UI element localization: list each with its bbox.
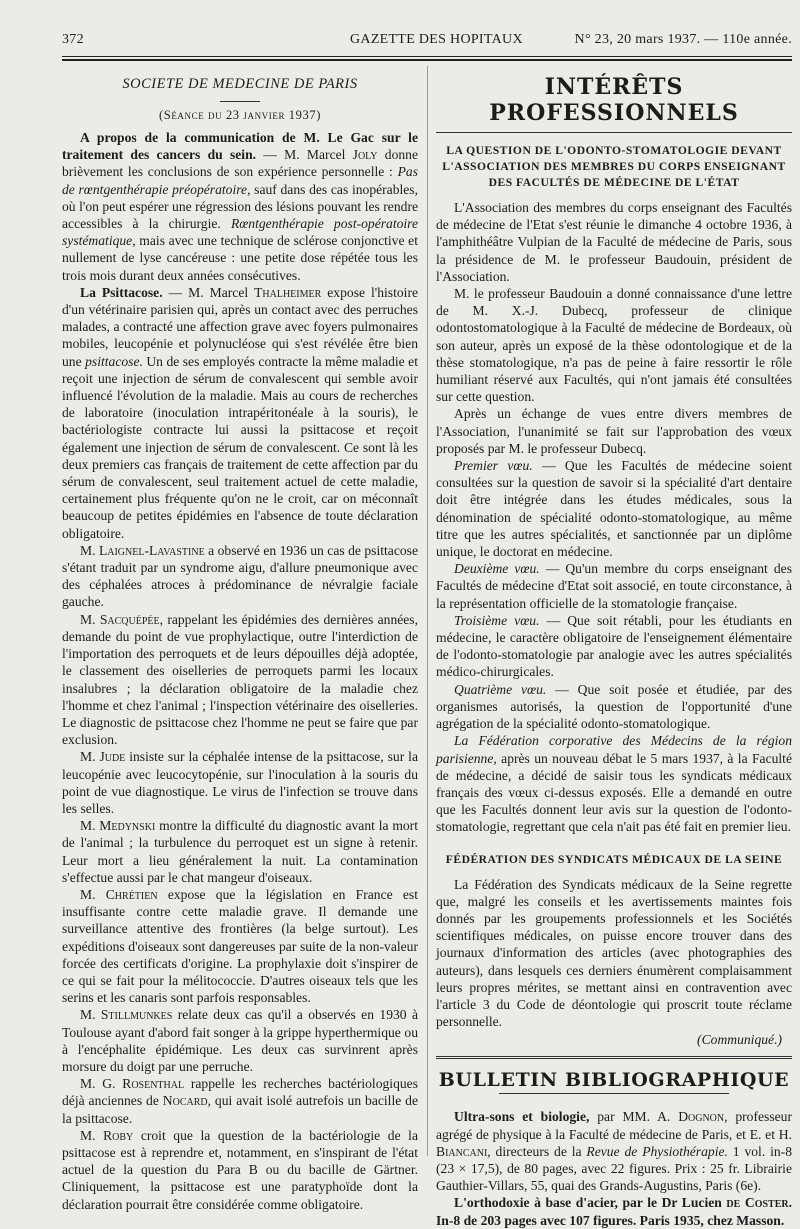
paragraph-joly: A propos de la communication de M. Le Gac sur le traitement des cancers du sein. — M. Marcel Joly donne brièvement les conclusions de son expérience personnelle : Pas de rœntgenthérapie préopératoire, sauf dans des cas inopérables, où l'on peut espérer une régression des lésions pouvant les rendre accessibles à la chirurgie. Rœntgenthérapie post-opératoire systématique, mais avec une technique de sclérose conjonctive et nullement de lyse cancéreuse : une petite dose répétée tous les trois mois durant deux années consécutives. [62,130,419,283]
paragraph-sacquepee: M. Sacquépée, rappelant les épidémies des dernières années, demande du point de vue prophylactique, outre l'interdiction de l'importation des perroquets et de leurs dépouilles déjà adoptée, le classement des oiselleries de perroquets parmi les locaux insalubres ; la déclaration obligatoire de la maladie chez l'homme et chez l'animal ; l'inspection vétérinaire des oiselleries. Le diagnostic de psittacose chez l'homme ne peut se faire que par exclusion. [62,611,418,748]
paragraph: La Fédération des Syndicats médicaux de la Seine regrette que, malgré les conseils et les avertissements maintes fois donnés par les groupements professionnels et les Sociétés scientifiques médicales, on puisse encore trouver dans des journaux d'information des articles (avec photographies des auteurs), dans lesquels ces derniers énumèrent complaisamment leurs propres mérites, se mettant ainsi en contravention avec l'article 3 du Code de déontologie qui proscrit toute réclame personnelle. [436,876,792,1030]
seance-date: (Séance du 23 janvier 1937) [159,108,321,122]
bibliography-title: BULLETIN BIBLIOGRAPHIQUE [438,1069,790,1092]
author-name: de Coster. [726,1195,792,1211]
author-name: Dognon, [678,1109,728,1125]
author-name: Biancani, [436,1143,491,1159]
author-name: Rosenthal [122,1076,185,1092]
paragraph-voeu-4: Quatrième vœu. — Que soit posée et étudiée, par des organismes autorisés, la question de l'opportunité d'une agrégation de la spécialité odonto-stomatologique. [436,681,792,732]
author-name: Thalheimer [254,284,322,300]
paragraph-federation: La Fédération corporative des Médecins de la région parisienne, après un nouveau débat le 5 mars 1937, à la Faculté de médecine, a décidé de saisir tous les syndicats médicaux français des vœux ci-dessus exposés. Elle a demandé en outre que les Facultés donnent leur avis sur la question de l'odonto-stomatologie, regrettant que cela n'ait pas été fait en premier lieu. [436,733,792,835]
header-rule [62,56,792,57]
bibliography-rule [499,1093,729,1094]
paragraph-voeu-1: Premier vœu. — Que les Facultés de médecine soient consultées sur la question de savoir si la spécialité d'art dentaire doit être intégrée dans les études médicales, sous la dénomination de spécialité odonto-stomatologique, au même titre que les autres spécialités, et sanctionnée par un diplôme unique, le doctorat en médecine. [436,458,793,560]
title-rule [220,101,260,102]
paragraph: M. le professeur Baudouin a donné connaissance d'une lettre de M. X.-J. Dubecq, professeur de clinique odontostomatologique à la Faculté de médecine de Bordeaux, où son auteur, après un exposé de la thèse odontologique et de la thèse stomatologique, n'a pas de peine à faire ressortir le rôle humiliant réservé aux Facultés, qui n'ont jamais été consultées sur cette question. [436,286,792,405]
paragraph-stillmunkes: M. Stillmunkes relate deux cas qu'il a observés en 1930 à Toulouse ayant d'abord fait songer à la grippe hyperthermique ou à l'encéphalite épidémique. Les deux cas survinrent après morsure du doigt par une perruche. [62,1007,418,1074]
author-name: Sacquépée, [99,611,163,627]
issue-info: N° 23, 20 mars 1937. — 110e année. [574,32,792,47]
paragraph: L'Association des membres du corps enseignant des Facultés de médecine de l'Etat s'est réunie le dimanche 4 octobre 1936, à l'amphithéâtre Vulpian de la Faculté de médecine de Paris, sous la présidence de M. le professeur Baudouin, président de l'Association. [436,200,792,284]
section-rule [436,132,792,133]
left-column [62,70,418,1213]
page-header [62,30,792,50]
column-divider [427,66,428,1156]
author-name: Stillmunkes [100,1007,173,1023]
author-name: Jude [99,749,126,765]
subsection-heading: FÉDÉRATION DES SYNDICATS MÉDICAUX DE LA SEINE [445,852,783,866]
subsection-heading: LA QUESTION DE L'ODONTO-STOMATOLOGIE DEVANT L'ASSOCIATION DES MEMBRES DU CORPS ENSEIGNANT DES FACULTÉS DE MÉDECINE DE L'ÉTAT [442,144,786,189]
author-name: Chrétien [105,886,158,902]
signature: (Communiqué.) [697,1032,782,1048]
header-rule-thick [62,59,792,61]
author-name: Laignel-Lavastine [98,542,205,558]
paragraph-chretien: M. Chrétien expose que la législation en France est insuffisante contre cette maladie grave. Il demande une surveillance attentive des frontières (la belge surtout). Les expéditions d'oiseaux sont dangereuses par suite de la non-valeur forcée des certificats d'origine. La prophylaxie doit s'inspirer de ce qui se fait pour la mélitococcie. D'autres oiseaux tels que les serins et les canaris sont parfois responsables. [62,886,418,1006]
publication-name: GAZETTE DES HOPITAUX [350,32,523,47]
author-name: Medynski [99,818,156,834]
author-name: Nocard, [162,1093,212,1109]
paragraph-psittacose: La Psittacose. — M. Marcel Thalheimer expose l'histoire d'un vétérinaire parisien qui, après un contact avec des perruches malades, a contracté une affection grave avec foyers pulmonaires mobiles, leucopénie et polynucléose qui s'est révélée être bien une psittacose. Un de ses employés contracte la même maladie et reçoit une injection de sérum de convalescent qui semble avoir influencé l'évolution de la maladie. Mais au cours de recherches de laboratoire (inoculation intrapéritonéale à la souris), le bactériologiste contracte lui aussi la psittacose et reçoit également une injection de sérum de convalescent. Ce sont là les deux premiers cas français de traitement de cette affection par du sérum de convalescent, seul traitement actuel de cette maladie, certainement plus fréquente qu'on ne le croit, car on méconnaît beaucoup de petites épidémies en l'absence de toute déclaration obligatoire. [62,284,418,541]
bibliography-entry: Ultra-sons et biologie, par MM. A. Dognon, professeur agrégé de physique à la Faculté de médecine de Paris, et E. et H. Biancani, directeurs de la Revue de Physiothérapie. 1 vol. in-8 (23 × 17,5), de 80 pages, avec 22 figures. Prix : 25 fr. Librairie Gauthier-Villars, 55, quai des Grands-Augustins, Paris (6e). [436,1109,792,1194]
article-heading: La Psittacose. [80,284,163,300]
author-name: Joly [352,147,378,163]
paragraph-jude: M. Jude insiste sur la céphalée intense de la psittacose, sur la leucopénie avec leucocytopénie, sur l'inoculation à la souris du point de vue diagnostique. Le virus de l'infection se trouve dans les selles. [62,749,418,816]
paragraph-rosenthal: M. G. Rosenthal rappelle les recherches bactériologiques déjà anciennes de Nocard, qui avait isolé autrefois un bacille de la psittacose. [62,1076,418,1126]
paragraph-voeu-2: Deuxième vœu. — Qu'un membre du corps enseignant des Facultés de médecine d'Etat soit associé, en toute circonstance, à la représentation officielle de la stomatologie française. [436,561,792,611]
section-title: INTÉRÊTS PROFESSIONNELS [489,74,739,126]
paragraph-roby: M. Roby croit que la question de la bactériologie de la psittacose est à reprendre et, notamment, en s'inspirant de l'état actuel de la question du Para B ou du bacille de Gärtner. Cliniquement, la psittacose est une paratyphoïde dont la déclaration pourrait être considérée comme obligatoire. [62,1127,418,1212]
paragraph-medynski: M. Medynski montre la difficulté du diagnostic avant la mort de l'animal ; la turbulence du perroquet est un signe à retenir. Leur mort a lieu généralement la nuit. La contamination s'effectue aussi par le chat mangeur d'oiseaux. [62,818,418,885]
article-heading: A propos de la communication de M. Le Gac sur le traitement des cancers du sein. [62,130,418,163]
author-name: Roby [103,1127,134,1143]
paragraph-laignel: M. Laignel-Lavastine a observé en 1936 un cas de psittacose s'étant traduit par un syndrome aigu, d'allure pneumonique avec des céphalées atroces à prédominance de névralgie faciale gauche. [62,542,418,610]
paragraph-voeu-3: Troisième vœu. — Que soit rétabli, pour les étudiants en médecine, le caractère obligatoire de l'enseignement élémentaire de l'odonto-stomatologie par analogie avec les autres spécialités médico-chirurgicales. [436,612,792,680]
society-title: SOCIETE DE MEDECINE DE PARIS [122,76,358,92]
right-column [436,70,792,1229]
paragraph: Après un échange de vues entre divers membres de l'Association, l'unanimité se fait sur l'approbation des vœux proposés par M. le professeur Dubecq. [436,406,792,456]
double-rule [436,1056,792,1059]
bibliography-entry: L'orthodoxie à base d'acier, par le Dr Lucien de Coster. In-8 de 203 pages avec 107 figures. Paris 1935, chez Masson. [436,1195,792,1228]
page-number: 372 [62,32,84,47]
